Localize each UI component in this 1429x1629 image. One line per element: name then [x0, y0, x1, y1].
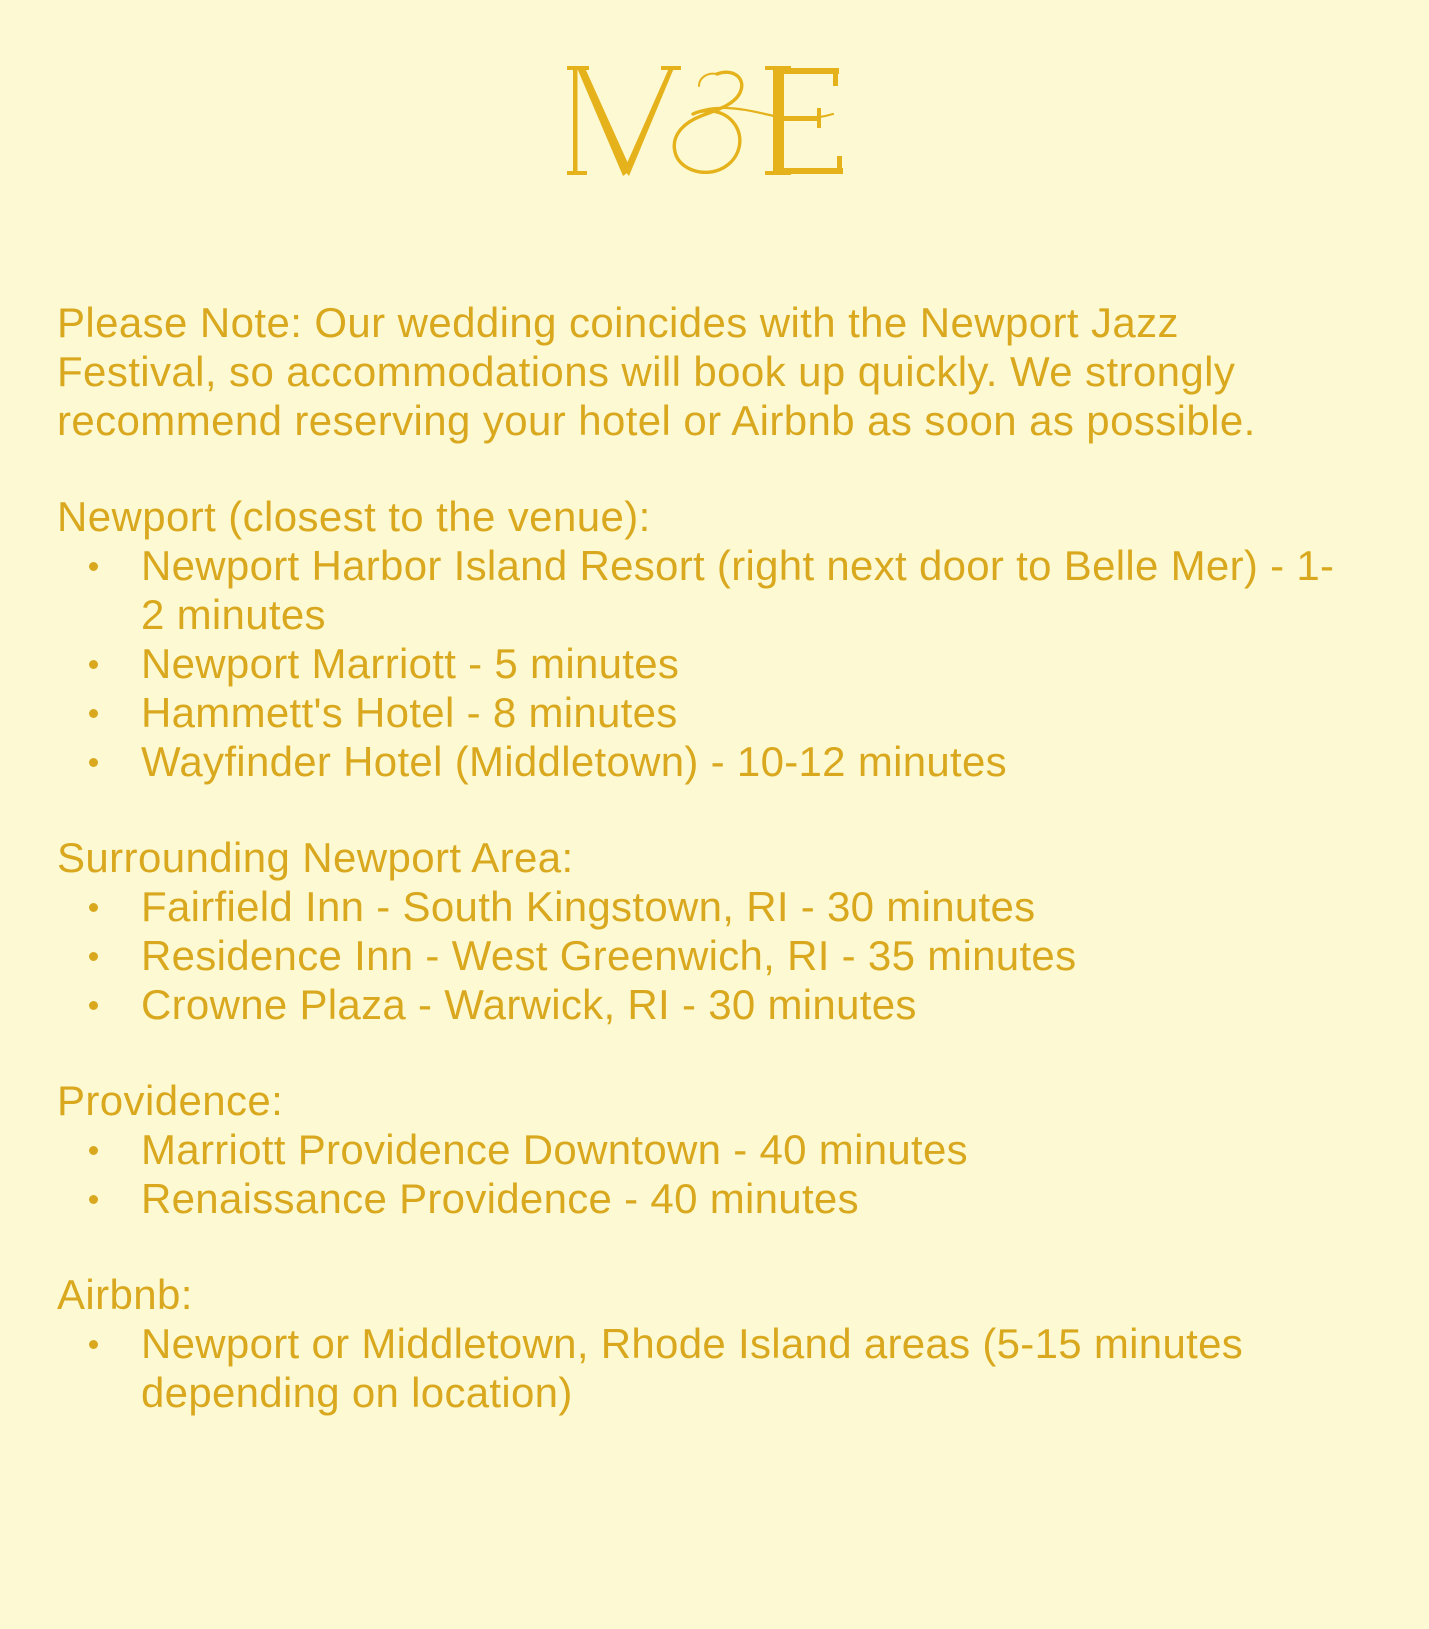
list-item-label: Residence Inn - West Greenwich, RI - 35 minutes [141, 932, 1077, 979]
list-item [57, 737, 1357, 786]
accommodations-content [57, 298, 1357, 1417]
bullet-dot-icon [89, 952, 98, 961]
list-item [57, 688, 1357, 737]
hotel-list-providence [57, 1125, 1357, 1223]
bullet-dot-icon [89, 660, 98, 669]
bullet-dot-icon [89, 1340, 98, 1349]
list-item [57, 931, 1357, 980]
list-item [57, 639, 1357, 688]
section-heading-providence: Providence: [57, 1077, 284, 1124]
hotel-list-airbnb [57, 1319, 1357, 1417]
section-heading-surrounding-newport-area: Surrounding Newport Area: [57, 834, 574, 881]
section-heading-airbnb: Airbnb: [57, 1271, 193, 1318]
section-newport [57, 492, 1357, 786]
bullet-dot-icon [89, 903, 98, 912]
hotel-list-newport [57, 541, 1357, 786]
please-note-paragraph: Please Note: Our wedding coincides with the Newport Jazz Festival, so accommodations will book up quickly. We strongly recommend reserving your hotel or Airbnb as soon as possible. [57, 299, 1256, 444]
bullet-dot-icon [89, 1001, 98, 1010]
bullet-dot-icon [89, 562, 98, 571]
section-airbnb [57, 1270, 1357, 1417]
list-item [57, 1174, 1357, 1223]
list-item-label: Newport or Middletown, Rhode Island areas (5-15 minutes depending on location) [141, 1320, 1244, 1416]
list-item-label: Hammett's Hotel - 8 minutes [141, 689, 678, 736]
list-item [57, 882, 1357, 931]
section-heading-newport: Newport (closest to the venue): [57, 493, 651, 540]
bullet-dot-icon [89, 1195, 98, 1204]
section-surrounding-newport-area [57, 833, 1357, 1029]
list-item-label: Fairfield Inn - South Kingstown, RI - 30 minutes [141, 883, 1036, 930]
bullet-dot-icon [89, 758, 98, 767]
list-item-label: Wayfinder Hotel (Middletown) - 10-12 minutes [141, 738, 1007, 785]
monogram-header [0, 0, 1429, 170]
list-item-label: Newport Harbor Island Resort (right next door to Belle Mer) - 1-2 minutes [141, 542, 1335, 638]
section-providence [57, 1076, 1357, 1223]
list-item-label: Crowne Plaza - Warwick, RI - 30 minutes [141, 981, 917, 1028]
hotel-list-surrounding-newport-area [57, 882, 1357, 1029]
bullet-dot-icon [89, 709, 98, 718]
list-item-label: Marriott Providence Downtown - 40 minutes [141, 1126, 968, 1173]
list-item [57, 980, 1357, 1029]
list-item-label: Renaissance Providence - 40 minutes [141, 1175, 859, 1222]
list-item [57, 1125, 1357, 1174]
bullet-dot-icon [89, 1146, 98, 1155]
list-item-label: Newport Marriott - 5 minutes [141, 640, 680, 687]
list-item [57, 541, 1357, 639]
monogram-me-icon [565, 52, 865, 192]
list-item [57, 1319, 1357, 1417]
